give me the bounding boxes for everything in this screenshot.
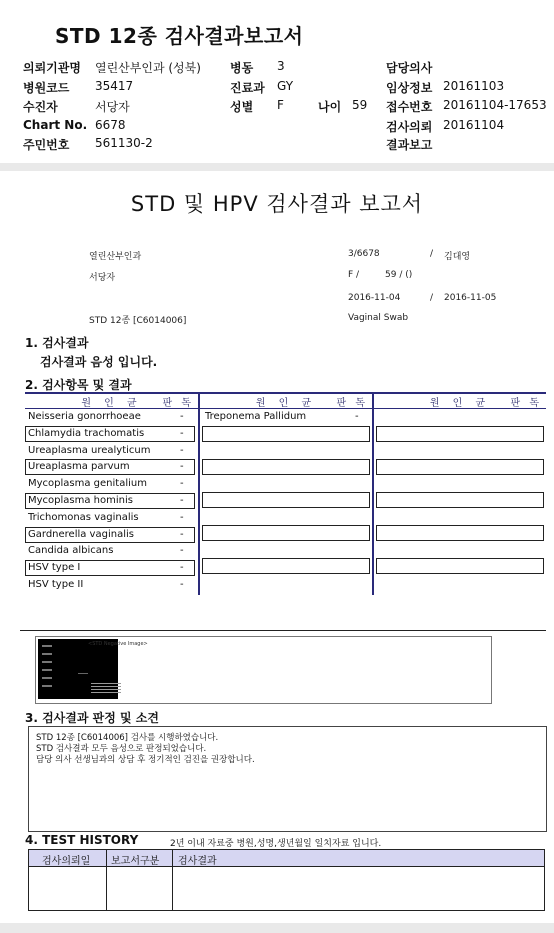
info-test-code: STD 12종 [C6014006] (89, 316, 187, 326)
clinical-value: 20161103 (443, 79, 505, 93)
recipient-value: 서당자 (95, 100, 130, 114)
info-date-sep: / (430, 293, 434, 303)
receipt-value: 20161104-17653 (443, 98, 547, 112)
panel1-col-judgment: 판 독 (162, 398, 194, 409)
history-col-divider-2 (172, 850, 173, 910)
pathogen-result: - (180, 562, 184, 573)
ward-value: 3 (277, 59, 285, 73)
section4-heading: 4. TEST HISTORY (25, 833, 139, 847)
info-doctor-name: 김대영 (444, 252, 471, 262)
chart-no-label: Chart No. (23, 118, 88, 132)
info-date-from: 2016-11-04 (348, 293, 401, 303)
panel-empty-cell (376, 459, 544, 475)
history-col-divider-1 (106, 850, 107, 910)
hospital-code-label: 병원코드 (23, 81, 70, 95)
info-institution: 열린산부인과 (89, 252, 142, 262)
opinion-box (28, 726, 547, 832)
hospital-code-value: 35417 (95, 79, 134, 93)
section1-heading: 1. 검사결과 (25, 336, 89, 350)
resident-no-label: 주민번호 (23, 138, 70, 152)
request-label: 검사의뢰 (386, 120, 433, 134)
info-sex: F / (348, 270, 360, 280)
doctor-label: 담당의사 (386, 61, 433, 75)
chart-no-value: 6678 (95, 118, 126, 132)
result-image-box (35, 636, 492, 704)
panel-empty-cell (376, 492, 544, 508)
result-image-caption: <STD Negative Image> (88, 641, 148, 647)
panel3-header (374, 392, 546, 409)
panel2-item-result: - (355, 411, 359, 422)
sex-label: 성별 (230, 100, 254, 114)
pathogen-name: HSV type II (28, 579, 84, 590)
panel3-col-judgment: 판 독 (510, 398, 542, 409)
section3-heading: 3. 검사결과 판정 및 소견 (25, 711, 159, 725)
panel1-header (25, 392, 198, 409)
panel-empty-cell (202, 459, 370, 475)
clinical-label: 임상정보 (386, 81, 433, 95)
institution-value: 열린산부인과 (성북) (95, 61, 201, 75)
pathogen-result: - (180, 478, 184, 489)
dept-label: 진료과 (230, 81, 265, 95)
panel-empty-cell (202, 426, 370, 442)
pathogen-name: Ureaplasma parvum (28, 461, 130, 472)
info-age: 59 / () (385, 270, 413, 280)
pathogen-result: - (180, 545, 184, 556)
pathogen-result: - (180, 529, 184, 540)
panel-empty-cell (376, 525, 544, 541)
info-date-to: 2016-11-05 (444, 293, 497, 303)
pathogen-name: Mycoplasma genitalium (28, 478, 147, 489)
history-col-request-date: 검사의뢰일 (42, 856, 91, 867)
request-value: 20161104 (443, 118, 505, 132)
ward-label: 병동 (230, 61, 254, 75)
info-chart-doctor: 3/6678 (348, 249, 380, 259)
panel2-header (200, 392, 372, 409)
pathogen-result: - (180, 495, 184, 506)
section2-heading: 2. 검사항목 및 결과 (25, 378, 132, 392)
pathogen-name: Ureaplasma urealyticum (28, 445, 151, 456)
opinion-line-2: STD 검사결과 모두 음성으로 판정되었습니다. (36, 744, 207, 754)
pathogen-name: Chlamydia trachomatis (28, 428, 145, 439)
pathogen-result: - (180, 411, 184, 422)
pathogen-result: - (180, 579, 184, 590)
section1-text: 검사결과 음성 입니다. (40, 355, 158, 369)
panel-divider-1 (198, 392, 200, 595)
pathogen-name: Mycoplasma hominis (28, 495, 133, 506)
opinion-line-1: STD 12종 [C6014006] 검사를 시행하였습니다. (36, 733, 219, 743)
panel2-col-pathogen: 원 인 균 (255, 398, 317, 409)
age-label: 나이 (318, 100, 342, 114)
result-image-legend (91, 682, 131, 696)
panel-divider-2 (372, 392, 374, 595)
history-table (28, 849, 545, 911)
pathogen-name: Gardnerella vaginalis (28, 529, 134, 540)
opinion-line-3: 담당 의사 선생님과의 상담 후 정기적인 검진을 권장합니다. (36, 755, 255, 765)
report-label: 결과보고 (386, 138, 433, 152)
receipt-label: 접수번호 (386, 100, 433, 114)
panel1-col-pathogen: 원 인 균 (81, 398, 142, 409)
pathogen-name: Trichomonas vaginalis (28, 512, 139, 523)
institution-label: 의뢰기관명 (23, 61, 81, 75)
pathogen-result: - (180, 512, 184, 523)
panel-empty-cell (202, 558, 370, 574)
info-specimen: Vaginal Swab (348, 313, 409, 323)
pathogen-name: Candida albicans (28, 545, 114, 556)
pathogen-name: HSV type I (28, 562, 81, 573)
panel-empty-cell (202, 492, 370, 508)
pathogen-result: - (180, 461, 184, 472)
panel3-col-pathogen: 원 인 균 (429, 398, 491, 409)
section-divider (20, 630, 546, 631)
age-value: 59 (352, 98, 368, 112)
panel-empty-cell (376, 558, 544, 574)
history-col-report-type: 보고서구분 (111, 856, 160, 867)
resident-no-value: 561130-2 (95, 136, 153, 150)
pathogen-name: Neisseria gonorrhoeae (28, 411, 141, 422)
report-title: STD 12종 검사결과보고서 (55, 24, 304, 48)
history-col-result: 검사결과 (178, 856, 217, 867)
pathogen-result: - (180, 445, 184, 456)
sex-value: F (277, 98, 284, 112)
dept-value: GY (277, 79, 294, 93)
pathogen-result: - (180, 428, 184, 439)
section4-note: 2년 이내 자료중 병원,성명,생년월일 일치자료 입니다. (170, 839, 382, 849)
detail-report-title: STD 및 HPV 검사결과 보고서 (130, 192, 424, 216)
panel2-col-judgment: 판 독 (336, 398, 368, 409)
panel2-item-name: Treponema Pallidum (205, 411, 307, 422)
panel-empty-cell (202, 525, 370, 541)
report-summary-sheet (0, 0, 554, 163)
panel-empty-cell (376, 426, 544, 442)
info-patient: 서당자 (89, 273, 116, 283)
recipient-label: 수진자 (23, 100, 58, 114)
info-doctor-sep: / (430, 249, 434, 259)
